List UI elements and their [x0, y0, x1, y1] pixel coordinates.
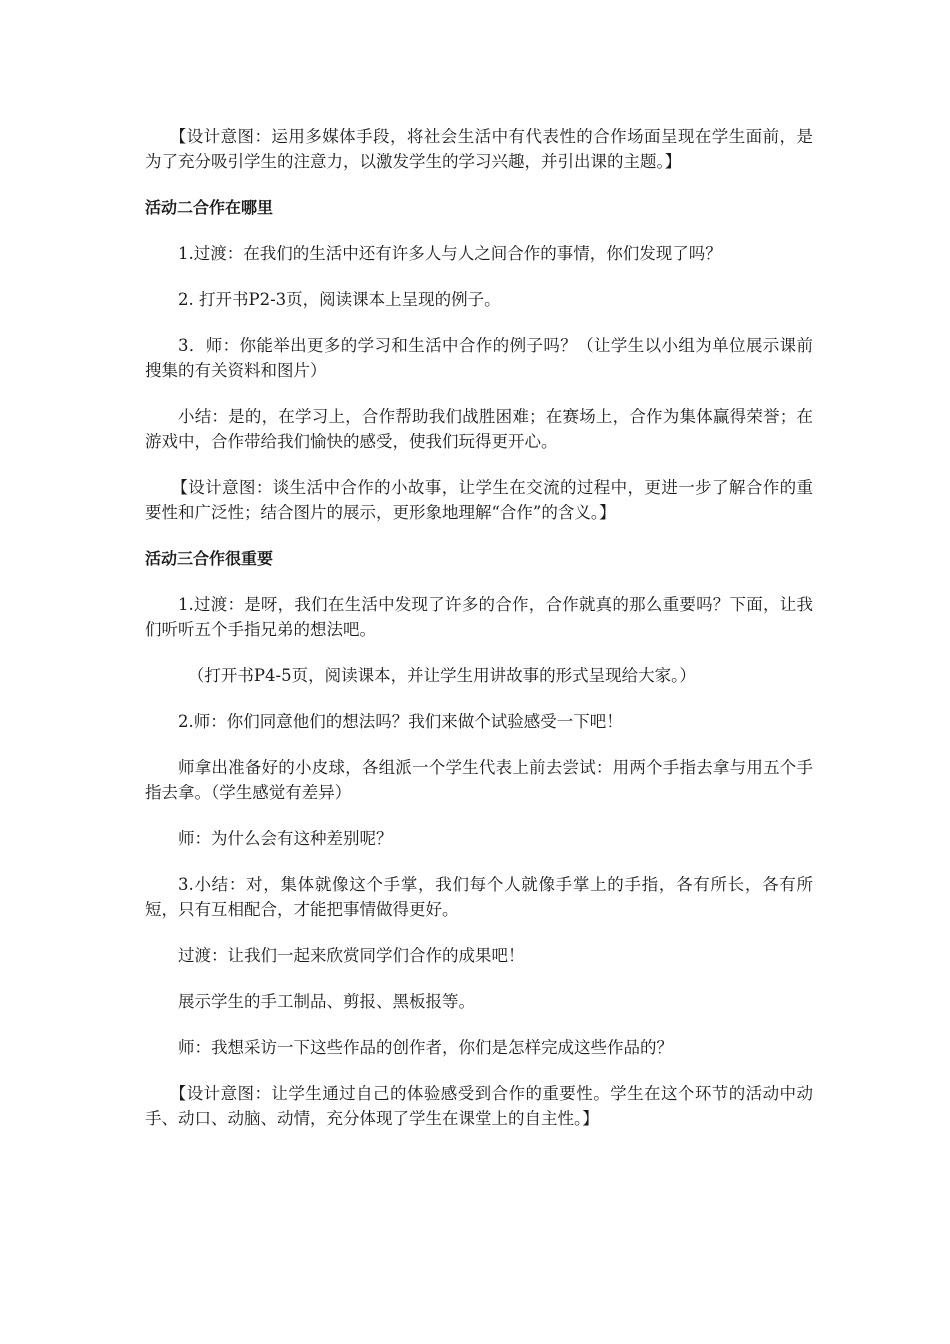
paragraph-teacher-why: 师：为什么会有这种差别呢？	[178, 829, 393, 848]
paragraph-teacher-experiment: 2.师：你们同意他们的想法吗？我们来做个试验感受一下吧！	[178, 712, 623, 731]
design-intent-paragraph-3: 【设计意图：让学生通过自己的体验感受到合作的重要性。学生在这个环节的活动中动手、动口、动脑、动情，充分体现了学生在课堂上的自主性。】	[145, 1084, 813, 1128]
paragraph-transition-2: 1.过渡：是呀，我们在生活中发现了许多的合作，合作就真的那么重要吗？下面，让我们听听五个手指兄弟的想法吧。	[145, 595, 813, 639]
paragraph-summary-2: 3.小结：对，集体就像这个手掌，我们每个人就像手掌上的手指，各有所长，各有所短，只有互相配合，才能把事情做得更好。	[145, 875, 813, 919]
paragraph-ball-test: 师拿出准备好的小皮球，各组派一个学生代表上前去尝试：用两个手指去拿与用五个手指去拿。（学生感觉有差异）	[145, 758, 813, 802]
section-heading-activity-2: 活动二合作在哪里	[145, 198, 274, 217]
paragraph-interview: 师：我想采访一下这些作品的创作者，你们是怎样完成这些作品的？	[178, 1038, 673, 1057]
design-intent-paragraph-2: 【设计意图：谈生活中合作的小故事，让学生在交流的过程中，更进一步了解合作的重要性和广泛性；结合图片的展示，更形象地理解“合作”的含义。】	[145, 478, 813, 522]
paragraph-transition-3: 过渡：让我们一起来欣赏同学们合作的成果吧！	[178, 946, 525, 965]
paragraph-open-book-p4: （打开书P4-5页，阅读课本，并让学生用讲故事的形式呈现给大家。）	[187, 666, 696, 685]
document-body	[145, 124, 813, 1152]
section-heading-activity-3: 活动三合作很重要	[145, 549, 274, 568]
paragraph-open-book-p2: 2. 打开书P2-3页，阅读课本上呈现的例子。	[178, 290, 501, 309]
paragraph-teacher-question: 3．师：你能举出更多的学习和生活中合作的例子吗？（让学生以小组为单位展示课前搜集的有关资料和图片）	[145, 336, 813, 380]
paragraph-summary-1: 小结：是的，在学习上，合作帮助我们战胜困难；在赛场上，合作为集体赢得荣誉；在游戏中，合作带给我们愉快的感受，使我们玩得更开心。	[145, 407, 813, 451]
design-intent-paragraph-1: 【设计意图：运用多媒体手段，将社会生活中有代表性的合作场面呈现在学生面前，是为了充分吸引学生的注意力，以激发学生的学习兴趣，并引出课的主题。】	[145, 127, 813, 171]
paragraph-transition-1: 1.过渡：在我们的生活中还有许多人与人之间合作的事情，你们发现了吗？	[178, 244, 722, 263]
paragraph-show-works: 展示学生的手工制品、剪报、黑板报等。	[178, 992, 475, 1011]
